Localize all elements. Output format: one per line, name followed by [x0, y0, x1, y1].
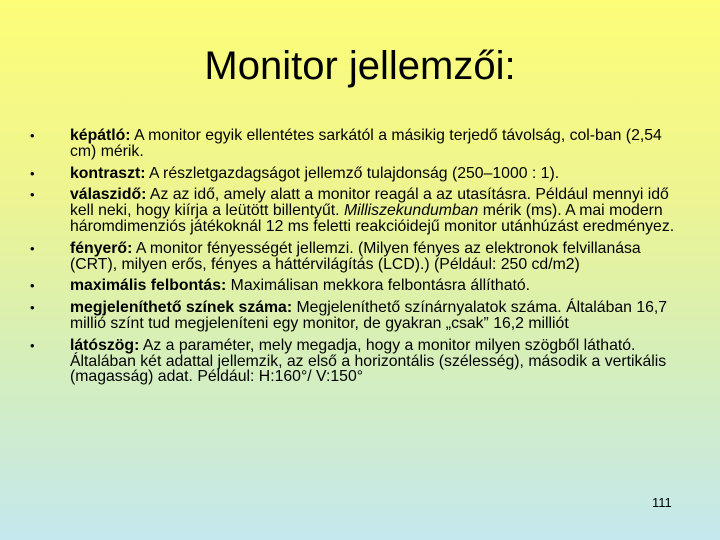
list-item — [30, 241, 688, 273]
item-text: A monitor egyik ellentétes sarkától a másikig terjedő távolság, col-ban (2,54 cm) mérik. — [70, 127, 662, 160]
item-text: Maximálisan mekkora felbontásra állítható. — [226, 277, 531, 295]
bullet-list — [30, 128, 688, 391]
item-term: megjeleníthető színek száma: — [70, 299, 293, 317]
item-term: képátló: — [70, 127, 131, 144]
list-item — [30, 338, 688, 385]
bullet-icon: • — [30, 278, 35, 294]
list-item — [30, 300, 688, 332]
list-item — [30, 128, 688, 160]
page-number: 111 — [652, 495, 672, 510]
item-term: kontraszt: — [70, 164, 146, 182]
bullet-icon: • — [30, 128, 35, 143]
item-term: látószög: — [70, 336, 140, 354]
list-item — [30, 166, 688, 182]
item-text: Megjeleníthető színárnyalatok száma. Általában 16,7 millió színt tud megjeleníteni egy monitor, de gyakran „csak” 16,2 milliót — [70, 299, 668, 332]
item-term: válaszidő: — [70, 186, 147, 204]
item-italic: Milliszekundumban — [343, 202, 479, 220]
bullet-icon: • — [30, 240, 35, 256]
item-text: A monitor fényességét jellemzi. (Milyen fényes az elektronok felvillanása (CRT), milyen erős, fényes a háttérvilágítás (LCD).) (Például: 250 cd/m2) — [70, 239, 641, 273]
item-term: fényerő: — [70, 239, 133, 257]
list-item — [30, 278, 688, 294]
item-text: Az az idő, amely alatt a monitor reagál a az utasításra. Például mennyi idő kell neki, hogy kiírja a leütött billentyűt. — [70, 186, 669, 220]
bullet-icon: • — [30, 187, 35, 203]
item-text: A részletgazdagságot jellemző tulajdonság (250–1000 : 1). — [145, 164, 560, 182]
item-text-after: mérik (ms). A mai modern háromdimenziós játékoknál 12 ms feletti reakcióidejű monitor utánhúzást eredményez. — [70, 202, 675, 235]
list-item — [30, 187, 688, 234]
item-text: Az a paraméter, mely megadja, hogy a monitor milyen szögből látható. Általában két adattal jellemzik, az első a horizontális (szélesség), második a vertikális (magasság) adat. Például: H:160°/ V:150° — [70, 336, 667, 386]
slide-title: Monitor jellemzői: — [204, 44, 516, 88]
item-term: maximális felbontás: — [70, 277, 227, 295]
bullet-icon: • — [30, 300, 35, 316]
bullet-icon: • — [30, 165, 35, 181]
bullet-icon: • — [30, 337, 35, 353]
